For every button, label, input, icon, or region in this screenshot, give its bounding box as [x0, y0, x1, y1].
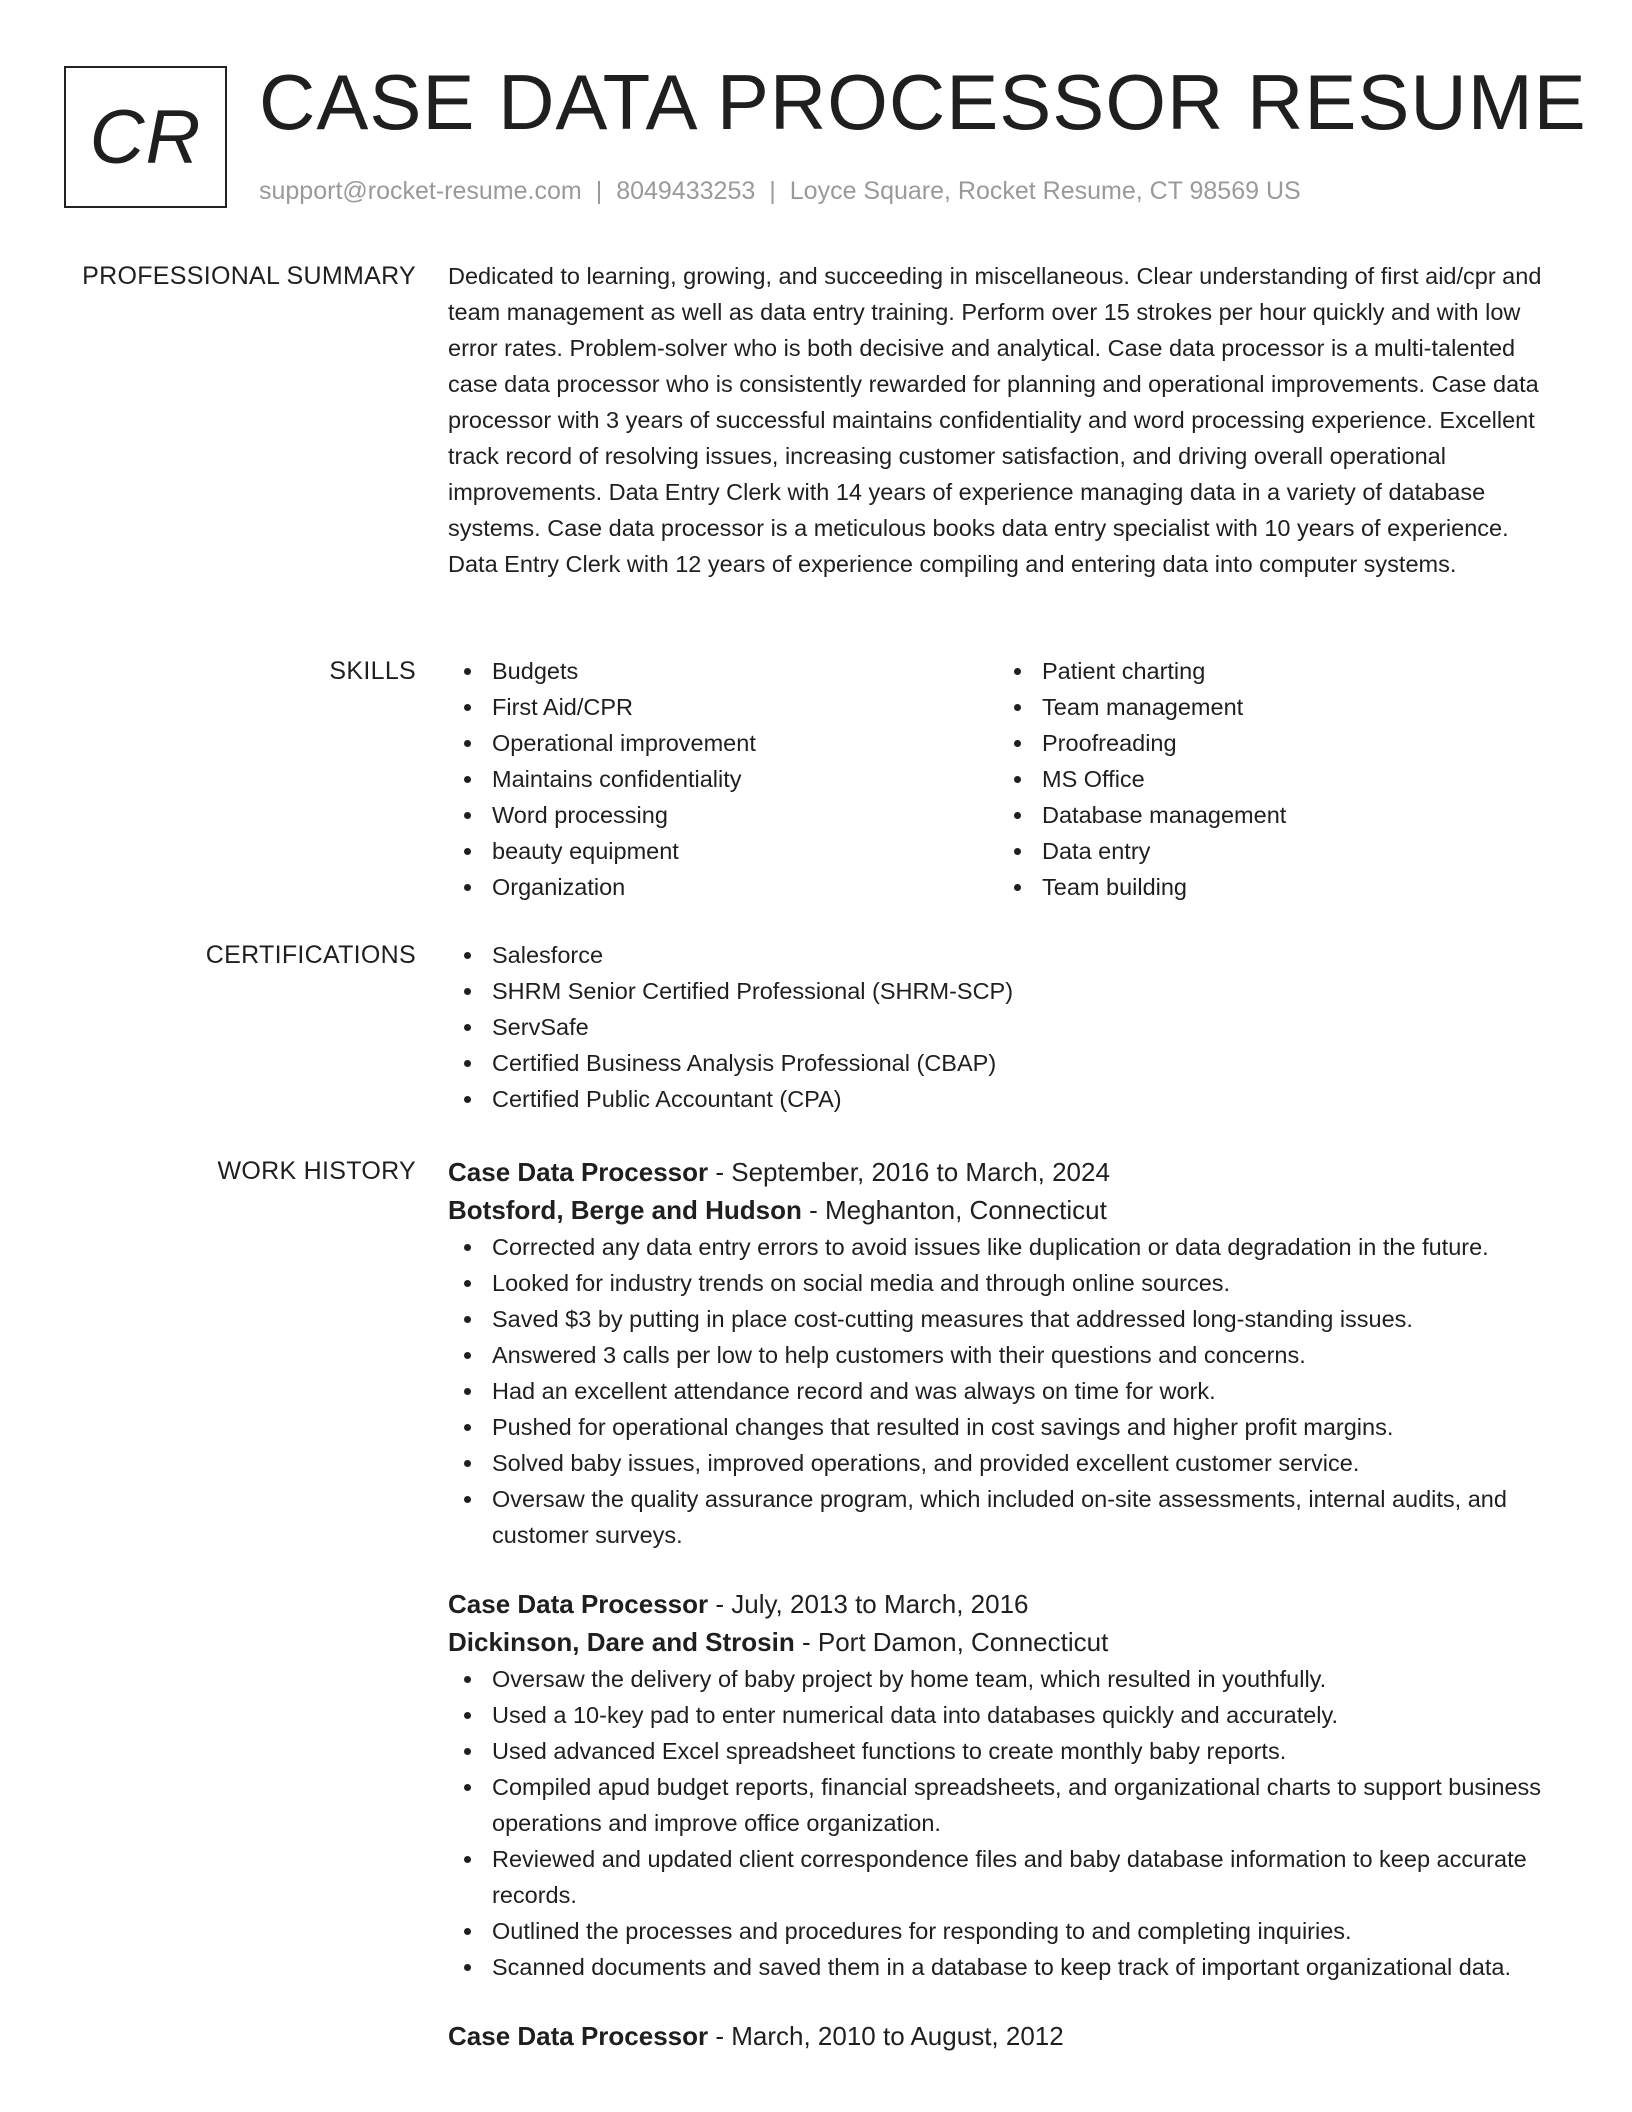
- contact-phone[interactable]: 8049433253: [616, 177, 756, 205]
- job-bullets: [448, 1661, 1564, 1985]
- job-dates: - September, 2016 to March, 2024: [708, 1157, 1110, 1187]
- job-title-line: [448, 1153, 1564, 1191]
- contact-line: [259, 176, 1301, 206]
- monogram-logo: [64, 66, 227, 208]
- skill-item: Database management: [998, 797, 1548, 833]
- job-bullet: Corrected any data entry errors to avoid issues like duplication or data degradation in the future.: [448, 1229, 1564, 1265]
- skill-item: Proofreading: [998, 725, 1548, 761]
- contact-separator: |: [769, 177, 776, 205]
- section-label-work-history: WORK HISTORY: [217, 1157, 416, 1185]
- skills-body: [448, 653, 1564, 905]
- section-label-summary: PROFESSIONAL SUMMARY: [82, 262, 416, 290]
- skill-item: Team building: [998, 869, 1548, 905]
- skill-item: Maintains confidentiality: [448, 761, 998, 797]
- job-bullet: Reviewed and updated client correspondence files and baby database information to keep accurate records.: [448, 1841, 1564, 1913]
- job-bullet: Compiled apud budget reports, financial spreadsheets, and organizational charts to support business operations and improve office organization.: [448, 1769, 1564, 1841]
- skill-item: beauty equipment: [448, 833, 998, 869]
- job-entry: [448, 1585, 1564, 1985]
- job-title-line: [448, 2017, 1564, 2055]
- monogram-initials: CR: [89, 94, 202, 180]
- certifications-list: [448, 937, 1564, 1117]
- job-bullet: Answered 3 calls per low to help customers with their questions and concerns.: [448, 1337, 1564, 1373]
- job-bullet: Outlined the processes and procedures for responding to and completing inquiries.: [448, 1913, 1564, 1949]
- contact-email[interactable]: support@rocket-resume.com: [259, 177, 582, 205]
- job-company-line: [448, 1623, 1564, 1661]
- certification-item: ServSafe: [448, 1009, 1564, 1045]
- skills-list-right: [998, 653, 1548, 905]
- job-title: Case Data Processor: [448, 1157, 709, 1187]
- skill-item: Organization: [448, 869, 998, 905]
- job-bullet: Pushed for operational changes that resulted in cost savings and higher profit margins.: [448, 1409, 1564, 1445]
- certification-item: Certified Business Analysis Professional (CBAP): [448, 1045, 1564, 1081]
- job-dates: - July, 2013 to March, 2016: [708, 1589, 1029, 1619]
- skill-item: Budgets: [448, 653, 998, 689]
- section-label-certifications: CERTIFICATIONS: [205, 941, 416, 969]
- job-title: Case Data Processor: [448, 1589, 709, 1619]
- resume-title: CASE DATA PROCESSOR RESUME: [259, 58, 1587, 146]
- contact-address: Loyce Square, Rocket Resume, CT 98569 US: [789, 177, 1301, 205]
- job-dates: - March, 2010 to August, 2012: [708, 2021, 1064, 2051]
- skill-item: MS Office: [998, 761, 1548, 797]
- summary-body: [448, 258, 1564, 582]
- skill-item: First Aid/CPR: [448, 689, 998, 725]
- job-bullet: Looked for industry trends on social media and through online sources.: [448, 1265, 1564, 1301]
- job-bullet: Solved baby issues, improved operations, and provided excellent customer service.: [448, 1445, 1564, 1481]
- job-bullet: Used advanced Excel spreadsheet functions to create monthly baby reports.: [448, 1733, 1564, 1769]
- certifications-body: [448, 937, 1564, 1117]
- skill-item: Patient charting: [998, 653, 1548, 689]
- work-history-body: [448, 1153, 1564, 2055]
- job-bullet: Oversaw the quality assurance program, which included on-site assessments, internal audits, and customer surveys.: [448, 1481, 1564, 1553]
- job-title: Case Data Processor: [448, 2021, 709, 2051]
- job-bullet: Used a 10-key pad to enter numerical data into databases quickly and accurately.: [448, 1697, 1564, 1733]
- job-location: - Meghanton, Connecticut: [801, 1195, 1107, 1225]
- certification-item: Certified Public Accountant (CPA): [448, 1081, 1564, 1117]
- skill-item: Team management: [998, 689, 1548, 725]
- certification-item: SHRM Senior Certified Professional (SHRM-SCP): [448, 973, 1564, 1009]
- job-entry: [448, 2017, 1564, 2055]
- summary-text: Dedicated to learning, growing, and succeeding in miscellaneous. Clear understanding of first aid/cpr and team management as well as data entry training. Perform over 15 strokes per hour quickly and with low error rates. Problem-solver who is both decisive and analytical. Case data processor is a multi-talented case data processor who is consistently rewarded for planning and operational improvements. Case data processor with 3 years of successful maintains confidentiality and word processing experience. Excellent track record of resolving issues, increasing customer satisfaction, and driving overall operational improvements. Data Entry Clerk with 14 years of experience managing data in a variety of database systems. Case data processor is a meticulous books data entry specialist with 10 years of experience. Data Entry Clerk with 12 years of experience compiling and entering data into computer systems.: [448, 263, 1542, 577]
- job-bullet: Saved $3 by putting in place cost-cutting measures that addressed long-standing issues.: [448, 1301, 1564, 1337]
- skill-item: Operational improvement: [448, 725, 998, 761]
- job-bullet: Had an excellent attendance record and was always on time for work.: [448, 1373, 1564, 1409]
- contact-separator: |: [595, 177, 603, 205]
- job-location: - Port Damon, Connecticut: [794, 1627, 1109, 1657]
- skills-list-left: [448, 653, 998, 905]
- job-company: Dickinson, Dare and Strosin: [448, 1627, 795, 1657]
- job-bullet: Scanned documents and saved them in a database to keep track of important organizational data.: [448, 1949, 1564, 1985]
- certification-item: Salesforce: [448, 937, 1564, 973]
- job-entry: [448, 1153, 1564, 1553]
- section-label-skills: SKILLS: [329, 657, 416, 685]
- skill-item: Word processing: [448, 797, 998, 833]
- job-title-line: [448, 1585, 1564, 1623]
- skill-item: Data entry: [998, 833, 1548, 869]
- job-company-line: [448, 1191, 1564, 1229]
- job-bullet: Oversaw the delivery of baby project by home team, which resulted in youthfully.: [448, 1661, 1564, 1697]
- job-bullets: [448, 1229, 1564, 1553]
- job-company: Botsford, Berge and Hudson: [448, 1195, 802, 1225]
